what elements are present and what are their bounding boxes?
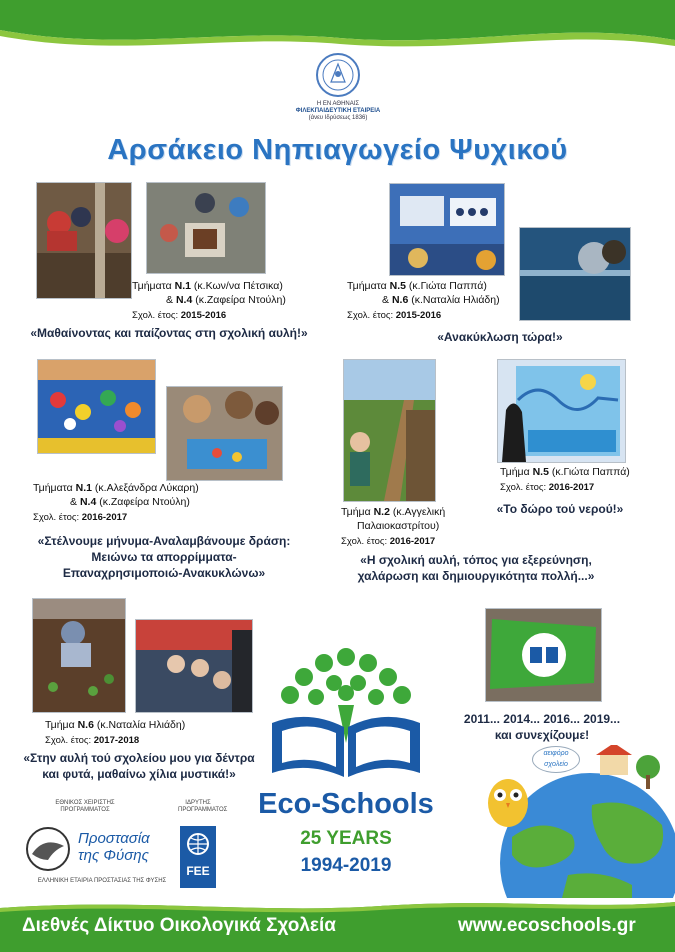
photo-recycling-bin (519, 227, 631, 321)
society-seal-icon (313, 52, 363, 98)
project-5-year: Σχολ. έτος: 2016-2017 (500, 482, 595, 493)
project-4-year: Σχολ. έτος: 2016-2017 (341, 536, 436, 547)
photo-bottle-cap-mosaic (37, 359, 156, 454)
project-4-slogan: «Η σχολική αυλή, τόπος για εξερεύνηση, χαλάρωση και δημιουργικότητα πολλή...» (357, 553, 595, 583)
photo-garden-planter (343, 359, 436, 502)
top-wave-banner (0, 0, 675, 52)
operator-label: ΕΘΝΙΚΟΣ ΧΕΙΡΙΣΤΗΣ ΠΡΟΓΡΑΜΜΑΤΟΣ (55, 800, 115, 813)
project-2-classes-2: & Ν.6 (κ.Ναταλία Ηλιάδη) (382, 294, 500, 306)
project-3-classes-2: & Ν.4 (κ.Ζαφείρα Ντούλη) (70, 496, 190, 508)
project-1-classes: Τμήματα Ν.1 (κ.Κων/να Πέτσικα) (132, 280, 283, 292)
mascot-badge: αειφόρο σχολείο (532, 746, 580, 773)
photo-children-soil-tray (146, 182, 266, 274)
project-2-classes: Τμήματα Ν.5 (κ.Γιώτα Παππά) (347, 280, 487, 292)
fee-name: FEE (186, 864, 210, 878)
eco-schools-range: 1994-2019 (300, 855, 392, 876)
operator-full-name: ΕΛΛΗΝΙΚΗ ΕΤΑΙΡΙΑ ΠΡΟΣΤΑΣΙΑΣ ΤΗΣ ΦΥΣΗΣ (37, 878, 167, 884)
photo-water-board (497, 359, 626, 463)
project-3-year: Σχολ. έτος: 2016-2017 (33, 512, 128, 523)
footer-url-link[interactable]: www.ecoschools.gr (458, 915, 636, 936)
eco-schools-name: Eco-Schools (258, 788, 434, 820)
project-6-class: Τμήμα Ν.6 (κ.Ναταλία Ηλιάδη) (45, 719, 186, 731)
project-3-slogan: «Στέλνουμε μήνυμα-Αναλαμβάνουμε δράση: Μειώνω τα απορρίμματα- Επαναχρησιμοποιώ-Ανακυκλώνω» (37, 534, 291, 580)
photo-child-gardening (32, 598, 126, 713)
photo-children-sorting-caps (166, 386, 283, 481)
photo-recycling-board (389, 183, 505, 276)
project-1-year: Σχολ. έτος: 2015-2016 (132, 310, 227, 321)
project-3-classes: Τμήματα Ν.1 (κ.Αλεξάνδρα Λύκαρη) (33, 482, 199, 494)
org-name: Η ΕΝ ΑΘΗΝΑΙΣ ΦΙΛΕΚΠΑΙΔΕΥΤΙΚΗ ΕΤΑΙΡΕΙΑ (άνευ Ιδρύσεως 1836) (295, 101, 381, 121)
footer-network: Διεθνές Δίκτυο Οικολογικά Σχολεία (22, 915, 336, 936)
photo-green-flag (485, 608, 602, 702)
project-1-slogan: «Μαθαίνοντας και παίζοντας στη σχολική αυλή!» (30, 326, 308, 340)
project-2-slogan: «Ανακύκλωση τώρα!» (437, 330, 563, 344)
project-5-slogan: «Το δώρο τού νερού!» (496, 502, 624, 516)
project-4-teacher: Παλαιοκαστρίτου) (357, 520, 440, 532)
protection-of-nature-logo-icon (24, 826, 72, 872)
fee-logo (180, 826, 216, 888)
project-4-class: Τμήμα Ν.2 (κ.Αγγελική (341, 506, 446, 518)
project-6-year: Σχολ. έτος: 2017-2018 (45, 735, 140, 746)
continuation-text: 2011... 2014... 2016... 2019... και συνεχίζουμε! (463, 712, 621, 742)
page-title: Αρσάκειο Νηπιαγωγείο Ψυχικού (107, 134, 568, 166)
eco-schools-years: 25 YEARS (300, 828, 392, 849)
eco-schools-tree-icon (268, 645, 424, 787)
project-1-classes-2: & Ν.4 (κ.Ζαφείρα Ντούλη) (166, 294, 286, 306)
project-5-class: Τμήμα Ν.5 (κ.Γιώτα Παππά) (500, 466, 630, 478)
globe-icon (186, 832, 210, 856)
project-2-year: Σχολ. έτος: 2015-2016 (347, 310, 442, 321)
photo-children-planting (36, 182, 132, 299)
operator-name: Προστασία της Φύσης (78, 830, 150, 864)
project-6-slogan: «Στην αυλή τού σχολείου μου για δέντρα και φυτά, μαθαίνω χίλια μυστικά!» (23, 751, 255, 781)
photo-children-hands-soil (135, 619, 253, 713)
founder-label: ΙΔΡΥΤΗΣ ΠΡΟΓΡΑΜΜΑΤΟΣ (178, 800, 228, 813)
